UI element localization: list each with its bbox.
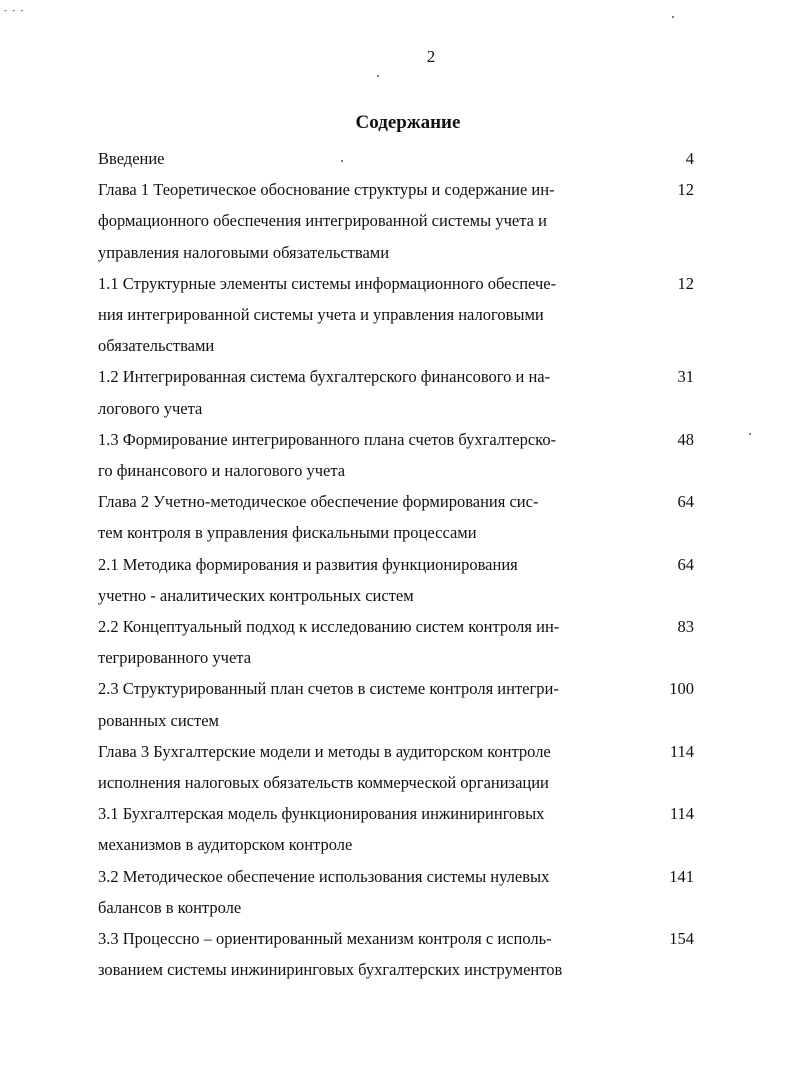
toc-entry-line: 1.3 Формирование интегрированного плана счетов бухгалтерско- bbox=[98, 429, 557, 449]
toc-entry-line: 3.2 Методическое обеспечение использования системы нулевых bbox=[98, 866, 550, 886]
toc-entry-page-number: 83 bbox=[677, 617, 694, 637]
toc-entry-title bbox=[98, 424, 628, 486]
toc-entry-line: рованных систем bbox=[98, 710, 219, 730]
toc-entry bbox=[98, 673, 694, 735]
toc-entry-page-number: 12 bbox=[677, 273, 694, 293]
toc-entry-line: ния интегрированной системы учета и управления налоговыми bbox=[98, 305, 544, 325]
toc-entry-page-number: 12 bbox=[677, 180, 694, 200]
toc-entry bbox=[98, 549, 694, 611]
toc-entry-line: го финансового и налогового учета bbox=[98, 461, 346, 481]
toc-entry-title bbox=[98, 174, 628, 268]
toc-entry-title bbox=[98, 673, 628, 735]
toc-entry bbox=[98, 486, 694, 548]
table-of-contents bbox=[98, 143, 694, 985]
toc-entry-line: 1.2 Интегрированная система бухгалтерского финансового и на- bbox=[98, 367, 551, 387]
toc-entry-line: учетно - аналитических контрольных систем bbox=[98, 585, 414, 605]
toc-entry-line: Глава 2 Учетно-методическое обеспечение формирования сис- bbox=[98, 492, 539, 512]
toc-entry-title bbox=[98, 923, 628, 985]
toc-entry bbox=[98, 798, 694, 860]
toc-entry-line: 2.1 Методика формирования и развития функционирования bbox=[98, 554, 518, 574]
toc-entry-line: логового учета bbox=[98, 398, 203, 418]
toc-entry-line: Глава 1 Теоретическое обоснование структуры и содержание ин- bbox=[98, 180, 555, 200]
toc-entry bbox=[98, 143, 694, 174]
toc-entry-line: 2.2 Концептуальный подход к исследованию систем контроля ин- bbox=[98, 617, 560, 637]
toc-entry bbox=[98, 268, 694, 362]
toc-entry-page-number: 141 bbox=[669, 866, 694, 886]
page-title: Содержание bbox=[355, 112, 461, 133]
toc-entry-title bbox=[98, 486, 628, 548]
toc-entry-line: зованием системы инжиниринговых бухгалтерских инструментов bbox=[98, 960, 563, 980]
toc-entry-line: обязательствами bbox=[98, 336, 215, 356]
toc-entry-title bbox=[98, 143, 628, 174]
toc-entry-page-number: 154 bbox=[669, 929, 694, 949]
toc-entry-title bbox=[98, 361, 628, 423]
toc-entry-title bbox=[98, 736, 628, 798]
page-number: 2 bbox=[426, 47, 436, 66]
toc-entry-line: 3.3 Процессно – ориентированный механизм контроля с исполь- bbox=[98, 929, 552, 949]
toc-entry-page-number: 64 bbox=[677, 554, 694, 574]
toc-entry-line: исполнения налоговых обязательств коммерческой организации bbox=[98, 773, 549, 793]
toc-entry-page-number: 114 bbox=[669, 804, 694, 824]
toc-entry-title bbox=[98, 611, 628, 673]
toc-entry-line: балансов в контроле bbox=[98, 897, 242, 917]
scan-corner-mark: - - - bbox=[4, 6, 25, 16]
toc-entry bbox=[98, 736, 694, 798]
toc-entry-line: механизмов в аудиторском контроле bbox=[98, 835, 353, 855]
scan-speck bbox=[377, 75, 379, 77]
toc-entry-page-number: 114 bbox=[669, 741, 694, 761]
toc-entry-page-number: 100 bbox=[669, 679, 694, 699]
toc-entry bbox=[98, 424, 694, 486]
toc-entry-page-number: 4 bbox=[685, 149, 694, 168]
toc-entry-title bbox=[98, 861, 628, 923]
toc-entry-line: 1.1 Структурные элементы системы информационного обеспече- bbox=[98, 273, 557, 293]
toc-entry-page-number: 31 bbox=[677, 367, 694, 387]
toc-entry bbox=[98, 923, 694, 985]
toc-entry-page-number: 64 bbox=[677, 492, 694, 512]
toc-entry-line: формационного обеспечения интегрированной системы учета и bbox=[98, 211, 547, 231]
toc-entry-page-number: 48 bbox=[677, 429, 694, 449]
toc-entry-line: управления налоговыми обязательствами bbox=[98, 242, 390, 262]
toc-entry-line: Глава 3 Бухгалтерские модели и методы в аудиторском контроле bbox=[98, 741, 551, 761]
toc-entry-title bbox=[98, 798, 628, 860]
scan-speck bbox=[749, 433, 751, 435]
toc-entry bbox=[98, 174, 694, 268]
toc-entry-line: тегрированного учета bbox=[98, 648, 252, 668]
toc-entry-title bbox=[98, 549, 628, 611]
toc-entry bbox=[98, 361, 694, 423]
toc-entry bbox=[98, 611, 694, 673]
toc-entry-line: 3.1 Бухгалтерская модель функционирования инжиниринговых bbox=[98, 804, 545, 824]
toc-entry-line: тем контроля в управления фискальными процессами bbox=[98, 523, 477, 543]
toc-entry-title bbox=[98, 268, 628, 362]
toc-entry bbox=[98, 861, 694, 923]
scan-speck bbox=[672, 16, 674, 18]
toc-entry-line: Введение bbox=[98, 149, 165, 168]
toc-entry-line: 2.3 Структурированный план счетов в системе контроля интегри- bbox=[98, 679, 559, 699]
